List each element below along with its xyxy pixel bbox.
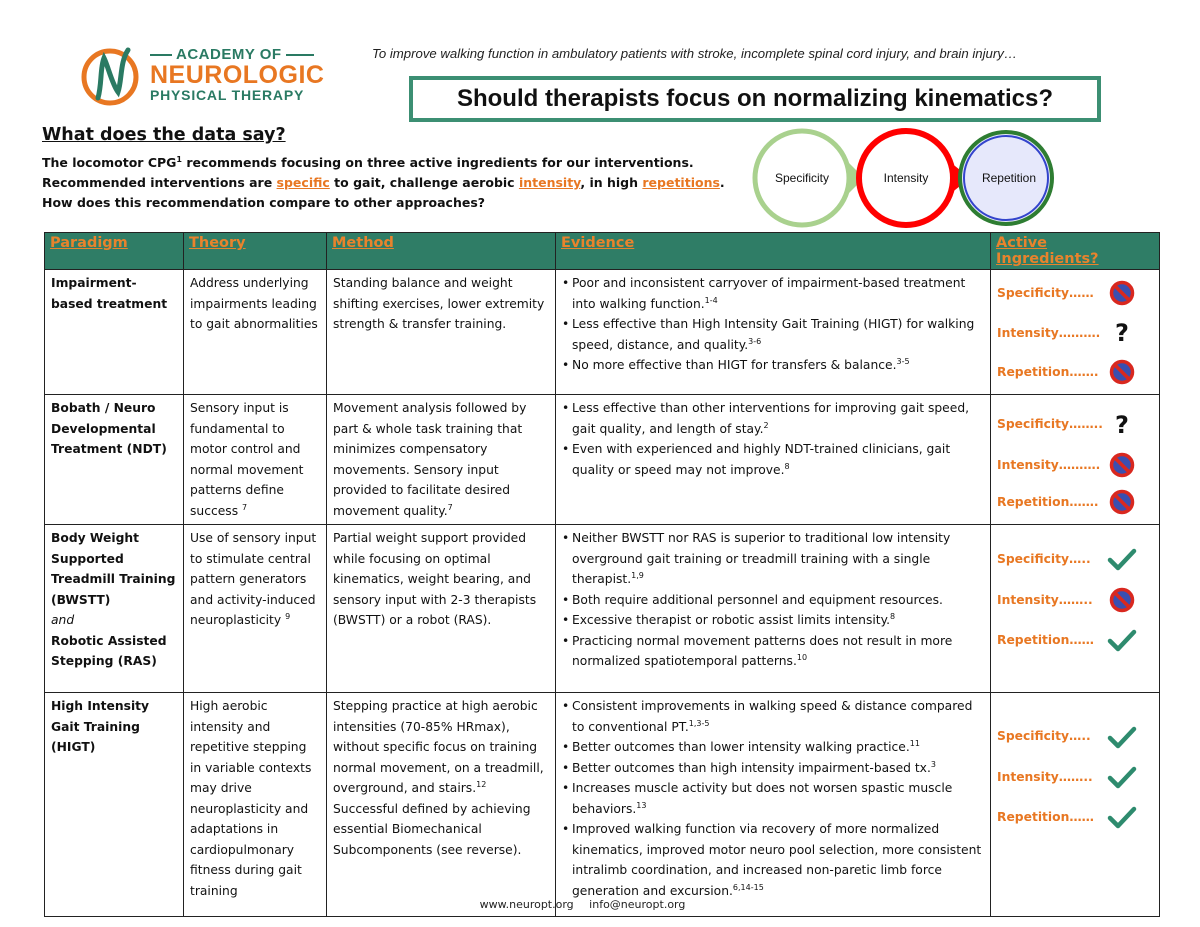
active-ingredients-cell <box>991 270 1160 395</box>
page-title: Should therapists focus on normalizing kinematics? <box>456 85 1054 112</box>
intro-line-3: How does this recommendation compare to other approaches? <box>42 195 486 210</box>
intro-line-1: The locomotor CPG$^1$ recommends focusing on three active ingredients for our interventions. <box>42 154 694 170</box>
table-row <box>45 395 1160 525</box>
prohibited-icon <box>1107 278 1137 308</box>
paradigm-cell: High Intensity Gait Training (HIGT) <box>45 693 184 917</box>
aanpt-logo <box>78 44 328 108</box>
active-label: Repetition……. <box>997 494 1099 509</box>
footer-website[interactable]: www.neuropt.org <box>479 898 574 911</box>
method-cell: Stepping practice at high aerobic intensities (70-85% HRmax), without specific focus on training normal movement, on a treadmill, overground, and stairs.$^{12}$ Successful defined by achieving essential Biomechanical Subcomponents (see reverse). <box>327 693 556 917</box>
specificity-label: Specificity <box>774 171 830 185</box>
evidence-item: • Less effective than High Intensity Gait Training (HIGT) for walking speed, distance, and quality.$^{3-6}$ <box>562 314 984 355</box>
evidence-item: • No more effective than HIGT for transfers & balance.$^{3-5}$ <box>562 355 984 376</box>
footer <box>0 898 1165 911</box>
header-active-ingredients: Active Ingredients? <box>991 233 1160 270</box>
method-cell: Standing balance and weight shifting exercises, lower extremity strength & transfer training. <box>327 270 556 395</box>
active-label: Specificity….. <box>997 729 1091 744</box>
logo-line3: PHYSICAL THERAPY <box>150 87 305 103</box>
check-icon <box>1107 722 1137 752</box>
paradigm-cell: Body Weight Supported Treadmill Training (BWSTT) and Robotic Assisted Stepping (RAS) <box>45 525 184 693</box>
prohibited-icon <box>1107 450 1137 480</box>
active-label: Intensity…….. <box>997 769 1093 784</box>
active-ingredients-cell <box>991 693 1160 917</box>
evidence-item: • Both require additional personnel and equipment resources. <box>562 590 984 611</box>
active-label: Specificity….. <box>997 551 1091 566</box>
evidence-cell <box>556 270 991 395</box>
intro-line-2: Recommended interventions are specific to gait, challenge aerobic intensity, in high repetitions. <box>42 175 725 190</box>
theory-cell: High aerobic intensity and repetitive stepping in variable contexts may drive neuroplasticity and adaptations in cardiopulmonary fitness during gait training <box>184 693 327 917</box>
footer-email[interactable]: info@neuropt.org <box>589 898 686 911</box>
tagline: To improve walking function in ambulatory patients with stroke, incomplete spinal cord injury, and brain injury… <box>372 46 1018 61</box>
check-icon <box>1107 762 1137 792</box>
evidence-item: • Even with experienced and highly NDT-trained clinicians, gait quality or speed may not improve.$^8$ <box>562 439 984 480</box>
active-label: Repetition…… <box>997 809 1094 824</box>
prohibited-icon <box>1107 487 1137 517</box>
intensity-label: Intensity <box>883 171 929 185</box>
highlight-specific: specific <box>276 175 330 190</box>
evidence-item: • Neither BWSTT nor RAS is superior to traditional low intensity overground gait training or treadmill training with a single therapist.$^{1,9}$ <box>562 528 984 590</box>
table-row <box>45 525 1160 693</box>
evidence-cell <box>556 395 991 525</box>
evidence-item: • Increases muscle activity but does not worsen spastic muscle behaviors.$^{13}$ <box>562 778 984 819</box>
active-label: Specificity…….. <box>997 417 1103 432</box>
header-paradigm: Paradigm <box>45 233 184 270</box>
active-label: Repetition……. <box>997 364 1099 379</box>
active-label: Repetition…… <box>997 632 1094 647</box>
evidence-item: • Less effective than other interventions for improving gait speed, gait quality, and length of stay.$^2$ <box>562 398 984 439</box>
header-method: Method <box>327 233 556 270</box>
evidence-cell <box>556 525 991 693</box>
table-row <box>45 270 1160 395</box>
repetition-label: Repetition <box>981 171 1037 185</box>
active-ingredients-cell <box>991 525 1160 693</box>
prohibited-icon <box>1107 357 1137 387</box>
check-icon <box>1107 625 1137 655</box>
logo-line2: NEUROLOGIC <box>150 61 325 89</box>
theory-cell: Sensory input is fundamental to motor control and normal movement patterns define success $^7$ <box>184 395 327 525</box>
table-row <box>45 693 1160 917</box>
question-mark-icon: ? <box>1115 319 1129 347</box>
evidence-item: • Practicing normal movement patterns does not result in more normalized spatiotemporal patterns.$^{10}$ <box>562 631 984 672</box>
evidence-item: • Poor and inconsistent carryover of impairment-based treatment into walking function.$^{1-4}$ <box>562 273 984 314</box>
active-label: Intensity………. <box>997 457 1101 472</box>
method-cell: Movement analysis followed by part & whole task training that minimizes compensatory movements. Sensory input provided to facilitate desired movement quality.$^7$ <box>327 395 556 525</box>
intro-paragraph <box>42 153 742 213</box>
evidence-item: • Consistent improvements in walking speed & distance compared to conventional PT.$^{1,3-5}$ <box>562 696 984 737</box>
method-cell: Partial weight support provided while focusing on optimal kinematics, weight bearing, and sensory input with 2-3 therapists (BWSTT) or a robot (RAS). <box>327 525 556 693</box>
header-evidence: Evidence <box>556 233 991 270</box>
evidence-item: • Excessive therapist or robotic assist limits intensity.$^8$ <box>562 610 984 631</box>
evidence-item: • Better outcomes than high intensity impairment-based tx.$^3$ <box>562 758 984 779</box>
active-label: Specificity…… <box>997 285 1094 300</box>
comparison-table <box>44 232 1160 917</box>
check-icon <box>1107 802 1137 832</box>
active-ingredients-cell <box>991 395 1160 525</box>
logo-line1: ACADEMY OF <box>150 46 330 63</box>
prohibited-icon <box>1107 585 1137 615</box>
theory-cell: Address underlying impairments leading to gait abnormalities <box>184 270 327 395</box>
section-heading: What does the data say? <box>42 125 286 145</box>
active-label: Intensity…….. <box>997 592 1093 607</box>
logo-n-emblem-icon <box>78 44 146 108</box>
evidence-cell <box>556 693 991 917</box>
paradigm-cell: Impairment- based treatment <box>45 270 184 395</box>
paradigm-cell: Bobath / Neuro Developmental Treatment (NDT) <box>45 395 184 525</box>
theory-cell: Use of sensory input to stimulate central pattern generators and activity-induced neuroplasticity $^9$ <box>184 525 327 693</box>
evidence-item: • Better outcomes than lower intensity walking practice.$^{11}$ <box>562 737 984 758</box>
evidence-item: • Improved walking function via recovery of more normalized kinematics, improved motor neuro pool selection, more consistent intralimb coordination, and increased non-paretic limb force generation and excursion.$^{6,14-15}$ <box>562 819 984 901</box>
title-box <box>409 76 1101 122</box>
logo-wordmark <box>150 46 330 103</box>
highlight-intensity: intensity <box>518 175 581 190</box>
ingredients-diagram <box>750 126 1060 230</box>
active-label: Intensity………. <box>997 325 1101 340</box>
table-header-row <box>45 233 1160 270</box>
highlight-repetitions: repetitions <box>642 175 720 190</box>
header-theory: Theory <box>184 233 327 270</box>
question-mark-icon: ? <box>1115 410 1129 439</box>
check-icon <box>1107 544 1137 574</box>
